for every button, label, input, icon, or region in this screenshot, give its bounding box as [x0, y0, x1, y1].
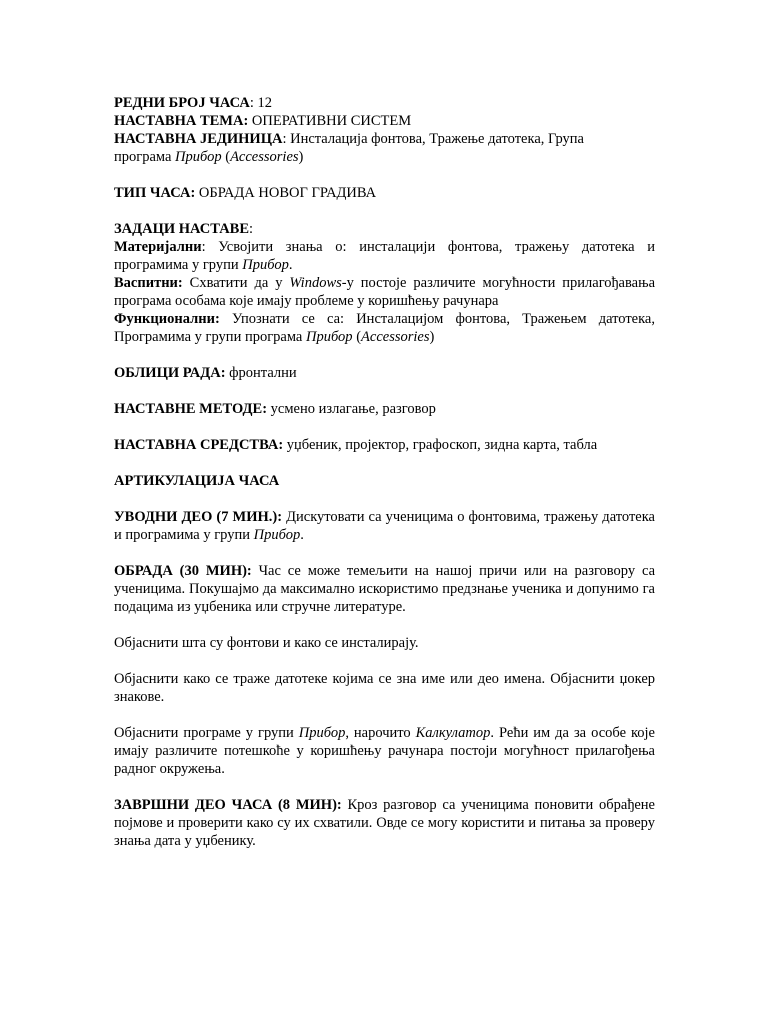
lesson-plan-body: [114, 94, 655, 850]
final-paragraph: ЗАВРШНИ ДЕО ЧАСА (8 МИН): Кроз разговор са ученицима поновити обрађене појмове и проверити како су их схватили. Овде се могу користити и питања за проверу знања дата у уџбенику.: [114, 797, 655, 849]
unit-line: НАСТАВНА ЈЕДИНИЦА: Инсталација фонтова, Тражење датотека, Група програма Прибор (Accessories): [114, 131, 584, 165]
processing-fonts-paragraph: Објаснити шта су фонтови и како се инсталирају.: [114, 635, 419, 651]
lesson-number-label: РЕДНИ БРОЈ ЧАСА: [114, 95, 250, 111]
theme-label: НАСТАВНА ТЕМА:: [114, 113, 249, 129]
processing-paragraph: ОБРАДА (30 МИН): Час се може темељити на нашој причи или на разговору са ученицима. Покушајмо да максимално искористимо предзнање ученика и допунимо га подацима из уџбеника или стручне литературе.: [114, 563, 656, 615]
lesson-type-label: ТИП ЧАСА:: [114, 185, 196, 201]
tasks-material: Материјални: Усвојити знања о: инсталацији фонтова, тражењу датотека и програмима у групи Прибор.: [114, 239, 655, 273]
theme-value: ОПЕРАТИВНИ СИСТЕМ: [248, 113, 412, 129]
unit-label: НАСТАВНА ЈЕДИНИЦА: [114, 131, 283, 147]
tasks-heading: ЗАДАЦИ НАСТАВЕ:: [114, 221, 254, 237]
tasks-functional: Функционални: Упознати се са: Инсталацијом фонтова, Тражењем датотека, Програмима у групи програма Прибор (Accessories): [114, 311, 655, 345]
processing-programs-paragraph: Објаснити програме у групи Прибор, нарочито Калкулатор. Рећи им да за особе које имају различите потешкоће у коришћењу рачунара постоји могућност прилагођења радног окружења.: [114, 725, 655, 777]
articulation-heading: АРТИКУЛАЦИЈА ЧАСА: [114, 473, 280, 489]
lesson-number-line: [114, 94, 655, 112]
lesson-number-value: : 12: [249, 95, 272, 111]
lesson-type-line: [114, 184, 655, 202]
processing-search-paragraph: Објаснити како се траже датотеке којима се зна име или део имена. Објаснити џокер знакове.: [114, 671, 655, 705]
lesson-type-value: ОБРАДА НОВОГ ГРАДИВА: [195, 185, 377, 201]
intro-paragraph: УВОДНИ ДЕО (7 МИН.): Дискутовати са ученицима о фонтовима, тражењу датотека и програмима у групи Прибор.: [114, 509, 655, 543]
methods-line: НАСТАВНЕ МЕТОДЕ: усмено излагање, разговор: [114, 401, 436, 417]
tasks-educational: Васпитни: Схватити да у Windows-у постоје различите могућности прилагођавања програма особама које имају проблеме у коришћењу рачунара: [114, 275, 655, 309]
unit-value: : Инсталација фонтова, Тражење датотека, Група: [282, 131, 584, 147]
work-forms-line: ОБЛИЦИ РАДА: фронтални: [114, 365, 297, 381]
theme-line: [114, 112, 655, 130]
means-line: НАСТАВНА СРЕДСТВА: уџбеник, пројектор, графоскоп, зидна карта, табла: [114, 437, 598, 453]
